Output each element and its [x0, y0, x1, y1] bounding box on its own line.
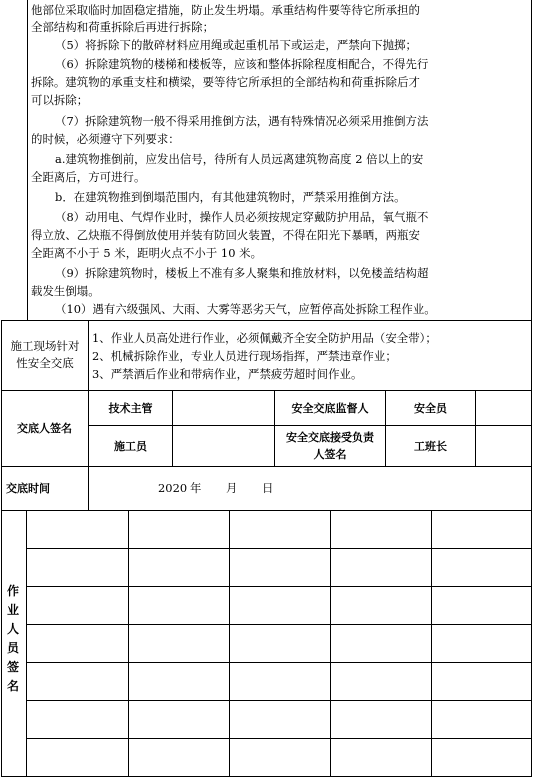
site-disclosure-item: 2、机械拆除作业，专业人员进行现场指挥，严禁违章作业； [92, 349, 397, 363]
worker-col-4 [330, 510, 331, 776]
worker-row-3 [26, 624, 532, 625]
worker-col-3 [229, 510, 230, 776]
worker-col-2 [128, 510, 129, 776]
construction-worker-label: 施工员 [114, 439, 147, 453]
measure-line: 他部位采取临时加固稳定措施，防止发生坍塌。承重结构件要等待它所承担的 [31, 3, 420, 17]
site-disclosure-label: 施工现场针对性安全交底 [10, 339, 80, 370]
safety-officer-label: 安全员 [414, 401, 447, 415]
worker-row-5 [26, 700, 532, 701]
discloser-signature-label: 交底人签名 [17, 422, 72, 435]
measure-line: 载发生倒塌。 [31, 284, 100, 298]
disclosure-time-label: 交底时间 [6, 482, 50, 495]
safety-officer-signature-field[interactable] [476, 391, 531, 425]
construction-worker-signature-field[interactable] [173, 426, 274, 466]
worker-col-1 [26, 510, 27, 776]
measure-line: （6）拆除建筑物的楼梯和楼板等，应该和整体拆除程度相配合，不得先行 [55, 57, 429, 71]
team-leader-signature-field[interactable] [476, 426, 531, 466]
measure-line: 得立放、乙炔瓶不得倒放使用并装有防回火装置，不得在阳光下暴晒，两瓶安 [31, 228, 420, 242]
safety-supervisor-label: 安全交底监督人 [291, 401, 369, 415]
border-left-top [27, 0, 28, 320]
measure-line: 全部结构和荷重拆除后再进行拆除； [31, 20, 215, 34]
year-unit: 年 [190, 481, 202, 495]
disclosure-year[interactable]: 2020 [158, 481, 188, 495]
measure-line: a.建筑物推倒前，应发出信号，待所有人员远离建筑物高度 2 倍以上的安 [55, 152, 424, 166]
measure-line: （7）拆除建筑物一般不得采用推倒方法，遇有特殊情况必须采用推倒方法 [55, 114, 429, 128]
worker-row-6 [26, 738, 532, 739]
border-left-bottom [1, 320, 2, 777]
month-unit: 月 [226, 481, 238, 495]
tech-supervisor-signature-field[interactable] [173, 391, 274, 425]
worker-signature-label: 作业人员签名 [6, 584, 19, 693]
measure-line: b．在建筑物推到倒塌范围内，有其他建筑物时，严禁采用推倒方法。 [55, 190, 406, 204]
measure-line: （10）遇有六级强风、大雨、大雾等恶劣天气，应暂停高处拆除工程作业。 [55, 302, 436, 316]
day-unit: 日 [262, 481, 274, 495]
border-right [531, 0, 532, 777]
measure-line: （9）拆除建筑物时，楼板上不准有多人聚集和推放材料，以免楼盖结构超 [55, 266, 429, 280]
row-line-5 [1, 510, 532, 511]
measure-line: 全距离后，方可进行。 [31, 170, 146, 184]
worker-row-4 [26, 662, 532, 663]
measure-line: （8）动用电、气焊作业时，操作人员必须按规定穿戴防护用品，氧气瓶不 [55, 210, 429, 224]
measure-line: 的时候，必须遵守下列要求： [31, 132, 180, 146]
row-line-1 [1, 320, 532, 321]
tech-supervisor-label: 技术主管 [108, 401, 153, 415]
worker-col-5 [431, 510, 432, 776]
receiver-label: 安全交底接受负责人签名 [286, 431, 374, 461]
measure-line: 全距离不小于 5 米，距明火点不小于 10 米。 [31, 246, 263, 260]
team-leader-label: 工班长 [414, 439, 447, 453]
measure-line: （5）将拆除下的散碎材料应用绳或起重机吊下或运走，严禁向下抛掷； [55, 38, 417, 52]
measure-line: 可以拆除； [31, 93, 89, 107]
worker-row-1 [26, 548, 532, 549]
site-disclosure-item: 1、作业人员高处进行作业，必须佩戴齐全安全防护用品（安全带）； [92, 331, 437, 345]
site-disclosure-item: 3、严禁酒后作业和带病作业，严禁疲劳超时间作业。 [92, 367, 363, 381]
worker-row-2 [26, 586, 532, 587]
measure-line: 拆除。建筑物的承重支柱和横梁，要等待它所承担的全部结构和荷重拆除后才 [31, 75, 420, 89]
